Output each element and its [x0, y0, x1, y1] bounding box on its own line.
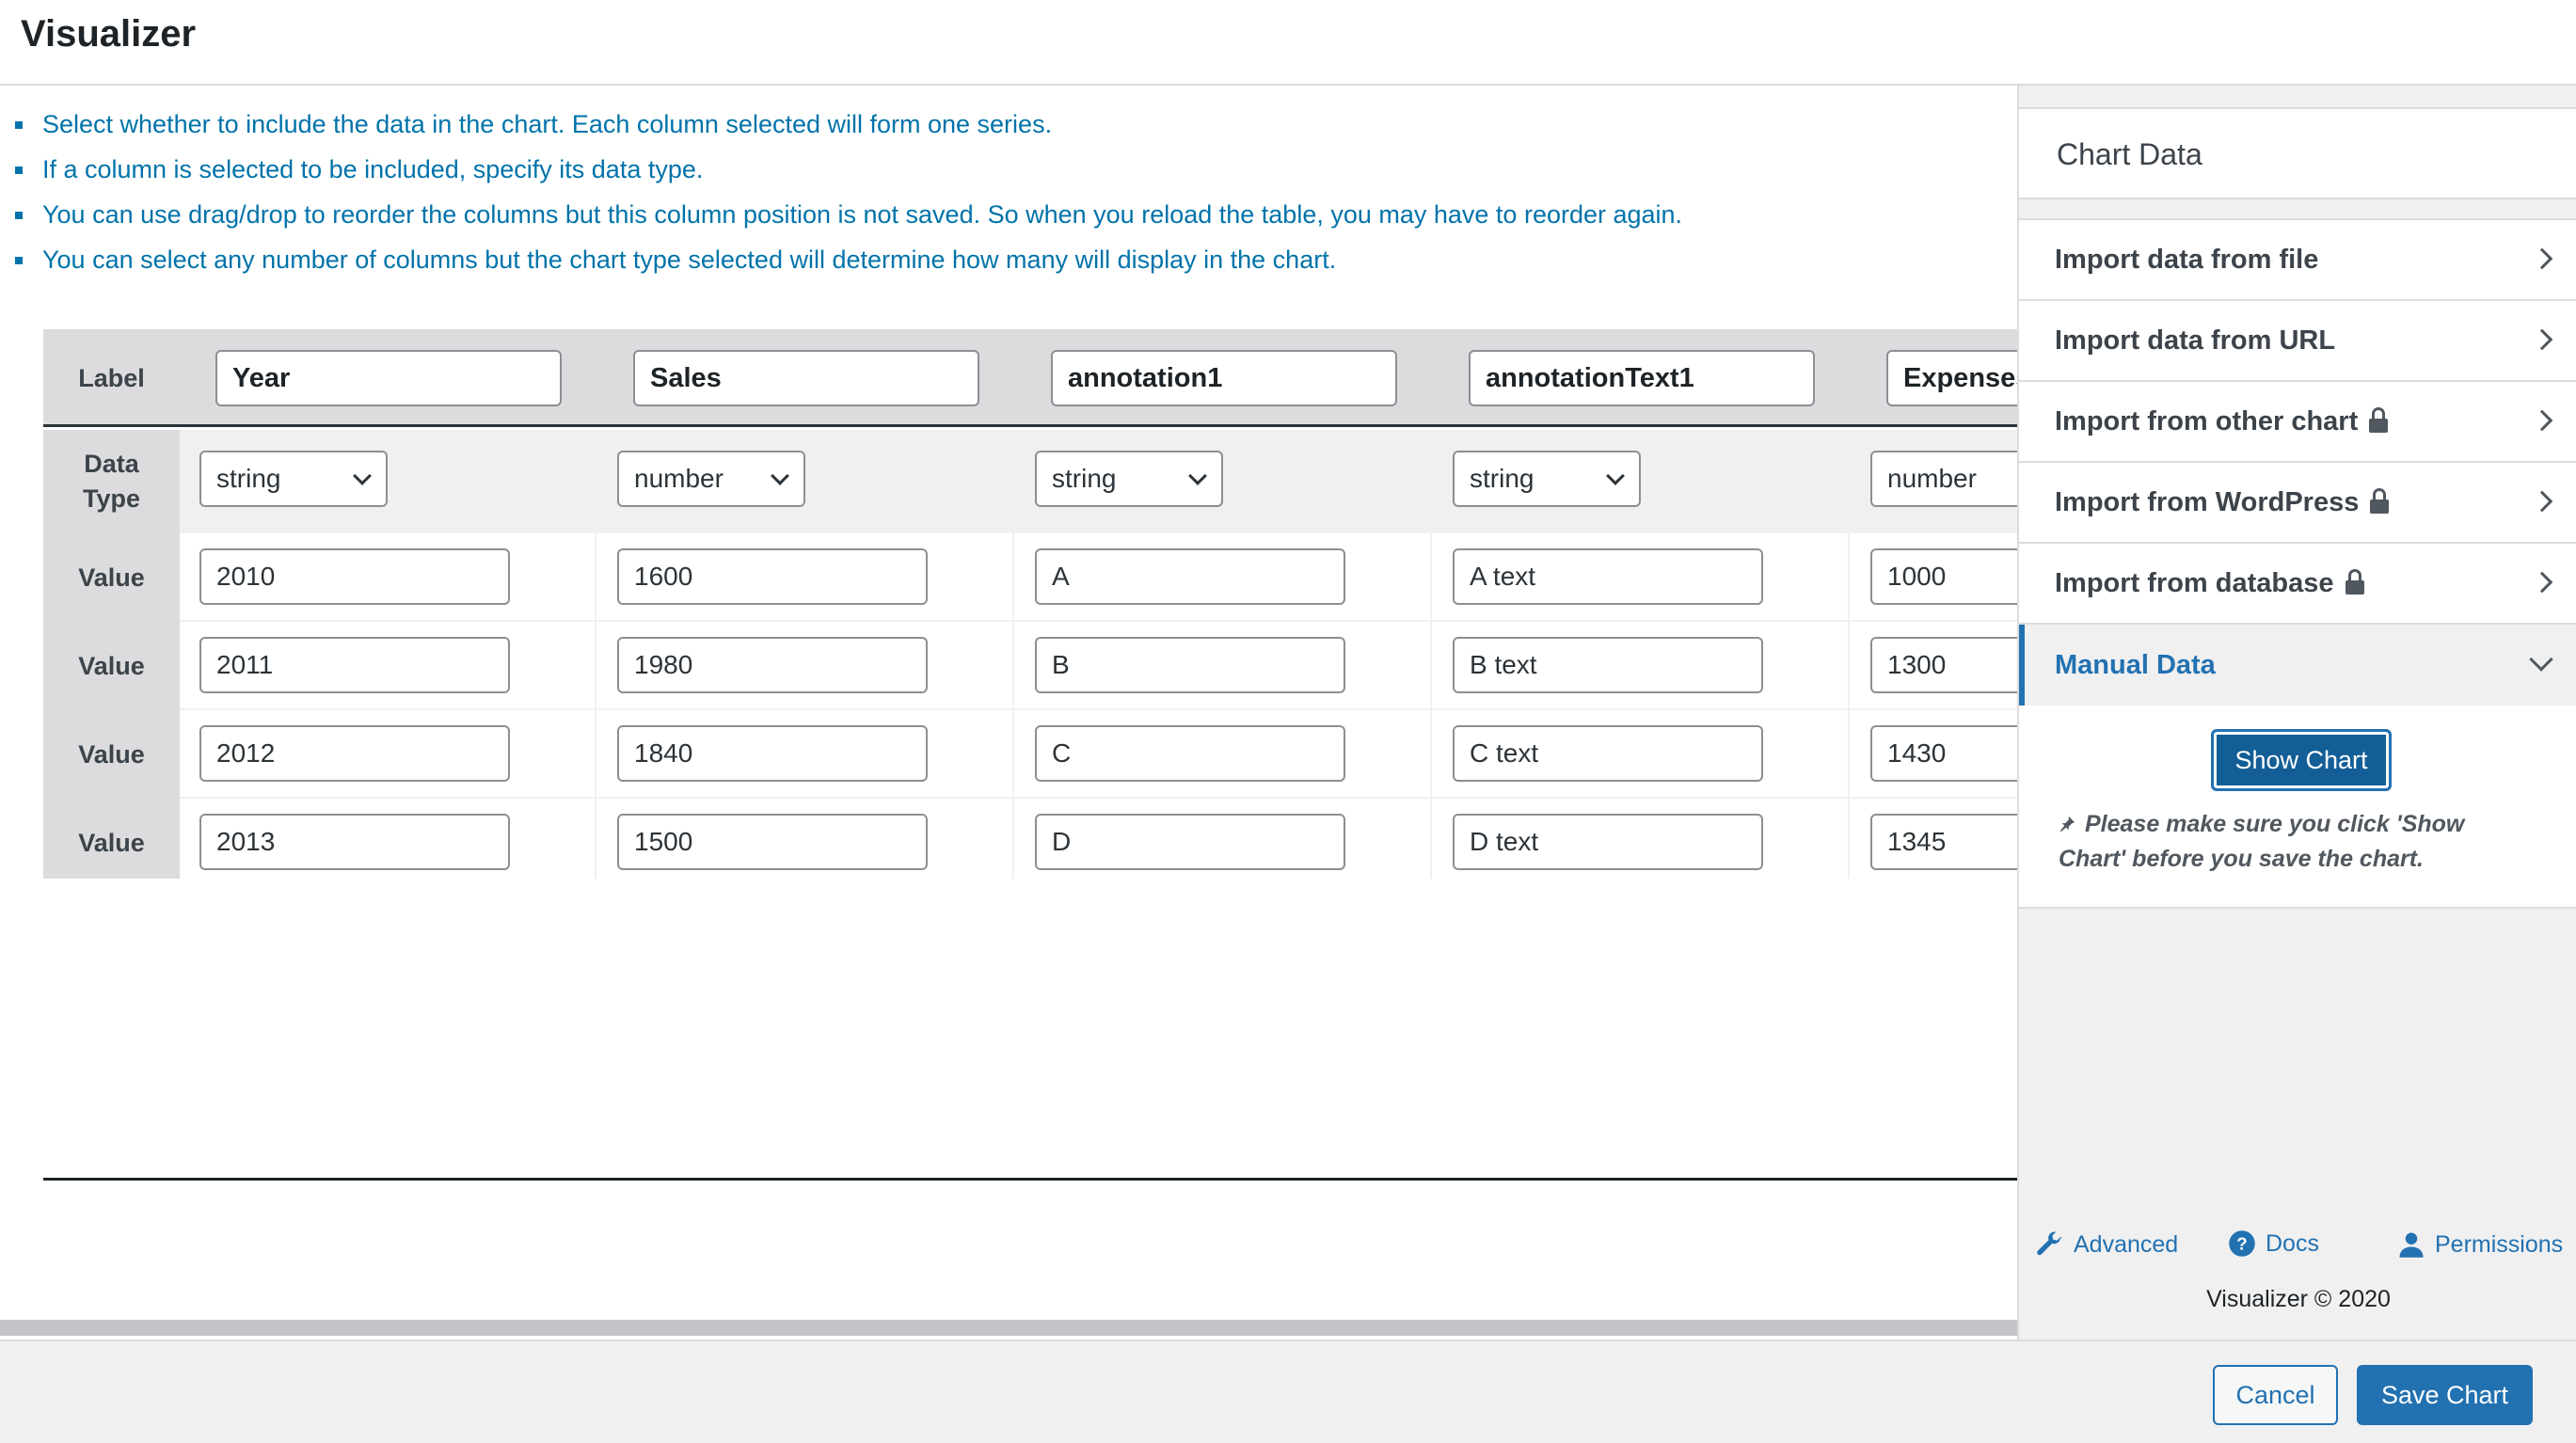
- chevron-right-icon: [2532, 248, 2553, 270]
- section-manual-data[interactable]: [2019, 625, 2576, 706]
- permissions-link[interactable]: [2397, 1229, 2563, 1260]
- section-label: Import data from file: [2055, 245, 2319, 275]
- section-import-other-chart[interactable]: [2019, 382, 2576, 463]
- show-chart-button[interactable]: Show Chart: [2211, 729, 2392, 791]
- wrench-icon: [2034, 1229, 2064, 1260]
- cell-input[interactable]: [1453, 814, 1763, 870]
- column-label-input[interactable]: [1469, 350, 1815, 406]
- column-divider: [1430, 430, 1432, 879]
- data-type-value: string: [216, 464, 281, 493]
- label-row: [43, 329, 2018, 427]
- data-type-value: number: [634, 464, 724, 493]
- data-type-select[interactable]: [199, 451, 388, 507]
- column-label-input[interactable]: [215, 350, 562, 406]
- chevron-down-icon: [1188, 467, 1207, 485]
- section-import-url[interactable]: [2019, 301, 2576, 382]
- cell-input[interactable]: [1035, 814, 1345, 870]
- data-type-row-header: Data Type: [43, 430, 180, 533]
- cell-input[interactable]: [1453, 725, 1763, 782]
- data-type-row: [43, 430, 2018, 533]
- chevron-right-icon: [2532, 572, 2553, 594]
- section-label: Import from WordPress: [2055, 487, 2360, 517]
- chevron-right-icon: [2532, 329, 2553, 351]
- lock-icon: [2369, 419, 2388, 433]
- instruction-item: You can use drag/drop to reorder the columns but this column position is not saved. So when you reload the table, you may have to reorder again.: [13, 192, 1682, 237]
- chevron-down-icon: [2529, 647, 2552, 671]
- chart-data-sections: [2019, 218, 2576, 909]
- instruction-item: Select whether to include the data in the chart. Each column selected will form one series.: [13, 102, 1682, 147]
- chevron-right-icon: [2532, 491, 2553, 513]
- cell-input[interactable]: [1870, 725, 2018, 782]
- chevron-down-icon: [771, 467, 789, 485]
- app-header: [0, 0, 2576, 86]
- cell-input[interactable]: [1870, 548, 2018, 605]
- horizontal-scrollbar[interactable]: [0, 1320, 2017, 1336]
- svg-text:?: ?: [2236, 1233, 2248, 1254]
- chevron-right-icon: [2532, 410, 2553, 432]
- cancel-button[interactable]: Cancel: [2213, 1365, 2338, 1425]
- section-label: Import data from URL: [2055, 325, 2336, 356]
- cell-input[interactable]: [617, 725, 928, 782]
- cell-input[interactable]: [199, 637, 510, 693]
- column-divider: [1848, 430, 1850, 879]
- section-label: Import from database: [2055, 568, 2334, 598]
- instructions-list: [13, 102, 1682, 282]
- column-label-input[interactable]: [1051, 350, 1397, 406]
- column-label-input[interactable]: [1886, 350, 2018, 406]
- instruction-item: You can select any number of columns but the chart type selected will determine how many will display in the chart.: [13, 237, 1682, 282]
- data-type-select[interactable]: [617, 451, 805, 507]
- data-table: [43, 329, 2018, 879]
- cell-input[interactable]: [617, 548, 928, 605]
- data-type-select[interactable]: [1453, 451, 1641, 507]
- cell-input[interactable]: [199, 814, 510, 870]
- lock-icon: [2345, 580, 2364, 595]
- column-divider: [595, 430, 596, 879]
- user-icon: [2397, 1229, 2425, 1260]
- chevron-down-icon: [1606, 467, 1625, 485]
- pin-icon: [2059, 816, 2075, 832]
- cell-input[interactable]: [1870, 814, 2018, 870]
- footer-bar: [0, 1340, 2576, 1443]
- manual-data-note: [2059, 807, 2529, 877]
- value-row-header: Value: [43, 622, 180, 710]
- table-row: [43, 622, 2018, 710]
- data-type-value: number: [1887, 464, 1977, 493]
- section-label: Import from other chart: [2055, 406, 2359, 436]
- sidebar-title: Chart Data: [2019, 107, 2576, 199]
- value-row-header: Value: [43, 533, 180, 622]
- instruction-item: If a column is selected to be included, specify its data type.: [13, 147, 1682, 192]
- value-row-header: Value: [43, 799, 180, 879]
- table-row: [43, 710, 2018, 799]
- sidebar-links: [2019, 1229, 2576, 1276]
- cell-input[interactable]: [199, 548, 510, 605]
- manual-data-panel: [2019, 706, 2576, 909]
- cell-input[interactable]: [617, 814, 928, 870]
- data-type-select[interactable]: [1035, 451, 1223, 507]
- chevron-down-icon: [353, 467, 372, 485]
- data-type-value: string: [1052, 464, 1117, 493]
- column-label-input[interactable]: [633, 350, 979, 406]
- value-row-header: Value: [43, 710, 180, 799]
- cell-input[interactable]: [199, 725, 510, 782]
- cell-input[interactable]: [1870, 637, 2018, 693]
- section-import-wordpress[interactable]: [2019, 463, 2576, 544]
- cell-input[interactable]: [1035, 725, 1345, 782]
- section-label: Manual Data: [2055, 650, 2216, 680]
- advanced-link-label: Advanced: [2074, 1230, 2179, 1258]
- lock-icon: [2370, 500, 2389, 514]
- column-divider: [1012, 430, 1014, 879]
- table-row: [43, 799, 2018, 879]
- advanced-link[interactable]: [2034, 1229, 2178, 1260]
- page-title: Visualizer: [21, 13, 197, 55]
- section-import-database[interactable]: [2019, 544, 2576, 625]
- cell-input[interactable]: [1035, 637, 1345, 693]
- cell-input[interactable]: [1453, 637, 1763, 693]
- sidebar: [2017, 86, 2576, 1340]
- manual-note-text: Please make sure you click 'Show Chart' before you save the chart.: [2059, 811, 2465, 872]
- table-bottom-rule: [43, 1178, 2018, 1181]
- help-icon: [2228, 1229, 2256, 1258]
- data-type-select[interactable]: [1870, 451, 2018, 507]
- save-chart-button[interactable]: Save Chart: [2357, 1365, 2533, 1425]
- cell-input[interactable]: [1035, 548, 1345, 605]
- docs-link[interactable]: [2228, 1229, 2319, 1258]
- copyright: Visualizer © 2020: [2206, 1286, 2391, 1312]
- data-type-value: string: [1470, 464, 1534, 493]
- label-row-header: Label: [78, 363, 145, 392]
- docs-link-label: Docs: [2266, 1229, 2319, 1257]
- table-row: [43, 533, 2018, 622]
- permissions-link-label: Permissions: [2435, 1230, 2564, 1258]
- cell-input[interactable]: [1453, 548, 1763, 605]
- cell-input[interactable]: [617, 637, 928, 693]
- section-import-file[interactable]: [2019, 220, 2576, 301]
